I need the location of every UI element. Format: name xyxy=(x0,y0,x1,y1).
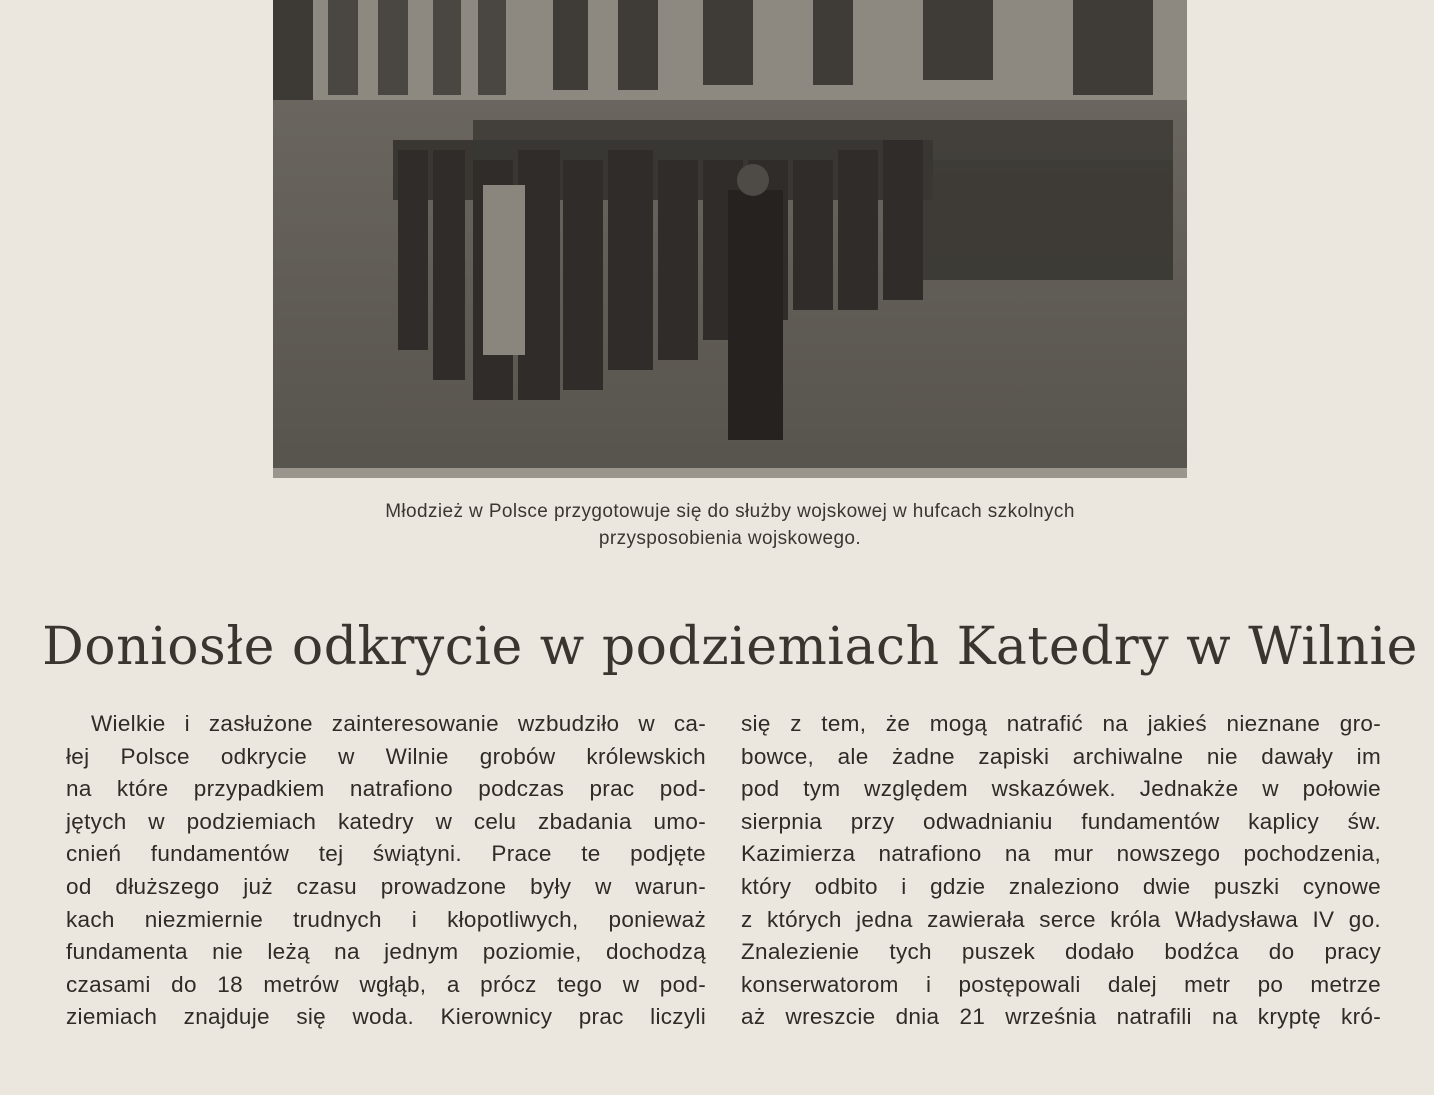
text-line: czasami do 18 metrów wgłąb, a prócz tego w pod- xyxy=(66,971,706,997)
text-line: kach niezmiernie trudnych i kłopotliwych, ponieważ xyxy=(66,906,706,932)
caption-line: Młodzież w Polsce przygotowuje się do służby wojskowej w hufcach szkolnych xyxy=(385,501,1075,522)
text-line: Kazimierza natrafiono na mur nowszego pochodzenia, xyxy=(741,841,1381,867)
text-line: od dłuższego już czasu prowadzone były w warun- xyxy=(66,873,706,899)
text-line: konserwatorom i postępowali dalej metr po metrze xyxy=(741,971,1381,997)
text-line: fundamenta nie leżą na jednym poziomie, dochodzą xyxy=(66,939,706,965)
parade-photo-illustration xyxy=(273,0,1187,478)
article-title: Doniosłe odkrycie w podziemiach Katedry w Wilnie xyxy=(42,617,1418,677)
text-line: ziemiach znajduje się woda. Kierownicy prac liczyli xyxy=(66,1004,706,1030)
text-line: pod tym względem wskazówek. Jednakże w połowie xyxy=(741,776,1381,802)
text-line: Wielkie i zasłużone zainteresowanie wzbudziło w ca- xyxy=(91,711,706,736)
text-line: jętych w podziemiach katedry w celu zbadania umo- xyxy=(66,808,706,834)
parade-photo xyxy=(273,0,1187,478)
text-line: się z tem, że mogą natrafić na jakieś nieznane gro- xyxy=(741,711,1381,736)
caption-line: przysposobienia wojskowego. xyxy=(598,528,862,549)
text-line: sierpnia przy odwadnianiu fundamentów kaplicy św. xyxy=(741,808,1381,834)
text-line: aż wreszcie dnia 21 września natrafili na kryptę kró- xyxy=(741,1004,1381,1030)
text-line: na które przypadkiem natrafiono podczas prac pod- xyxy=(66,776,706,802)
text-line: z których jedna zawierała serce króla Władysława IV go. xyxy=(741,906,1381,932)
text-line: cnień fundamentów tej świątyni. Prace te podjęte xyxy=(66,841,706,867)
text-line: łej Polsce odkrycie w Wilnie grobów królewskich xyxy=(66,743,706,769)
article-column-right xyxy=(741,708,1381,1034)
text-line: Znalezienie tych puszek dodało bodźca do pracy xyxy=(741,939,1381,965)
text-line: który odbito i gdzie znaleziono dwie puszki cynowe xyxy=(741,873,1381,899)
article-column-left xyxy=(66,708,706,1034)
text-line: bowce, ale żadne zapiski archiwalne nie dawały im xyxy=(741,743,1381,769)
photo-caption xyxy=(273,498,1187,552)
